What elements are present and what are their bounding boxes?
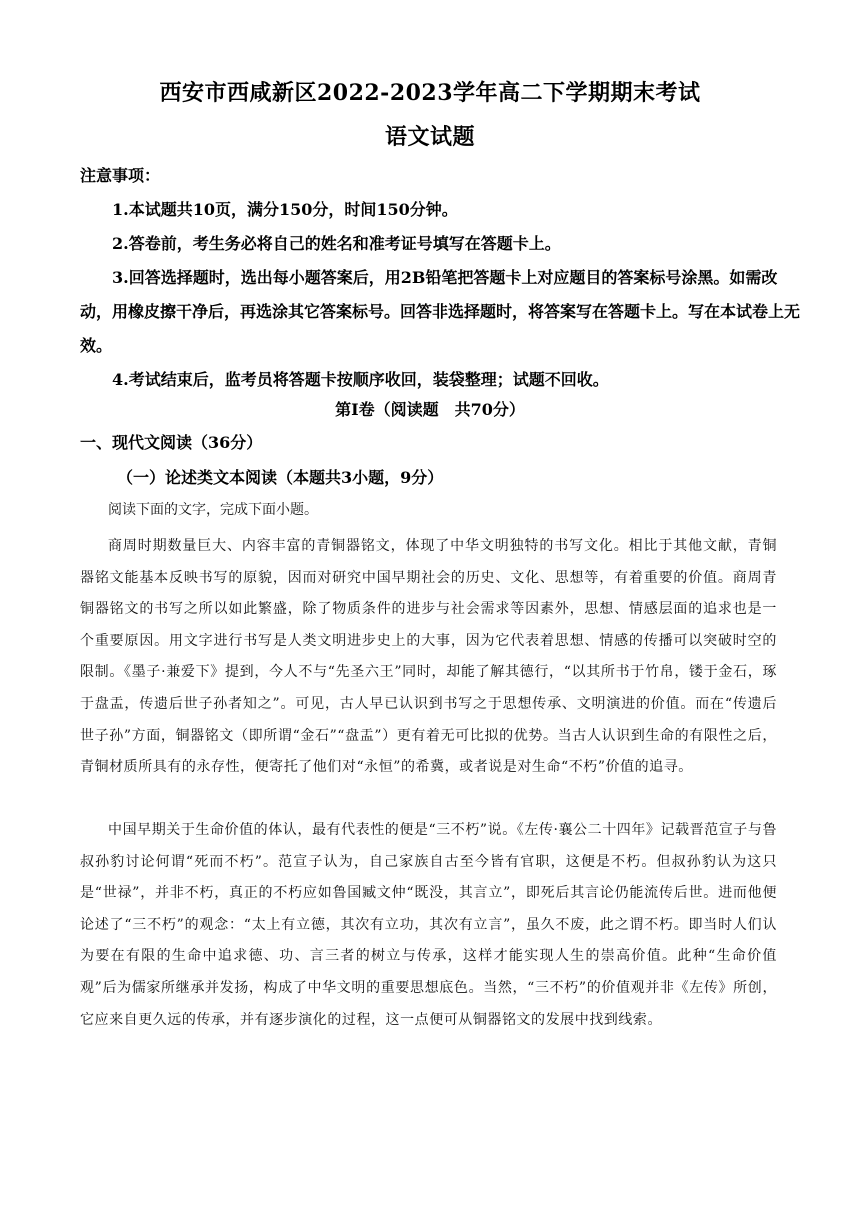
note-item-1: 1.本试题共10页，满分150分，时间150分钟。 <box>112 200 458 219</box>
section-title: 第Ⅰ卷（阅读题 共70分） <box>335 400 525 419</box>
exam-subtitle: 语文试题 <box>384 124 475 150</box>
reading-instruction: 阅读下面的文字，完成下面小题。 <box>108 502 318 518</box>
note-item-4: 4.考试结束后，监考员将答题卡按顺序收回，装袋整理；试题不回收。 <box>112 370 609 389</box>
subpart-heading: （一）论述类文本阅读（本题共3小题，9分） <box>117 468 444 487</box>
note-item-3: 3.回答选择题时，选出每小题答案后，用2B铅笔把答题卡上对应题目的答案标号涂黑。如需改动，用橡皮擦干净后，再选涂其它答案标号。回答非选择题时，将答案写在答题卡上。写在本试卷上无效。 <box>80 268 801 355</box>
exam-title: 西安市西咸新区2022-2023学年高二下学期期末考试 <box>159 80 701 106</box>
part-heading: 一、现代文阅读（36分） <box>80 433 263 452</box>
notes-heading: 注意事项： <box>80 166 161 185</box>
passage-paragraph-1: 商周时期数量巨大、内容丰富的青铜器铭文，体现了中华文明独特的书写文化。相比于其他文献，青铜器铭文能基本反映书写的原貌，因而对研究中国早期社会的历史、文化、思想等，有着重要的价值。商周青铜器铭文的书写之所以如此繁盛，除了物质条件的进步与社会需求等因素外，思想、情感层面的追求也是一个重要原因。用文字进行书写是人类文明进步史上的大事，因为它代表着思想、情感的传播可以突破时空的限制。《墨子·兼爱下》提到，今人不与“先圣六王”同时，却能了解其德行，“以其所书于竹帛，镂于金石，琢于盘盂，传遗后世子孙者知之”。可见，古人早已认识到书写之于思想传承、文明演进的价值。而在“传遗后世子孙”方面，铜器铭文（即所谓“金石”“盘盂”）更有着无可比拟的优势。当古人认识到生命的有限性之后，青铜材质所具有的永存性，便寄托了他们对“永恒”的希冀，或者说是对生命“不朽”价值的追寻。 <box>80 538 777 776</box>
note-item-2: 2.答卷前，考生务必将自己的姓名和准考证号填写在答题卡上。 <box>112 234 561 253</box>
passage-paragraph-2: 中国早期关于生命价值的体认，最有代表性的便是“三不朽”说。《左传·襄公二十四年》记载晋范宣子与鲁叔孙豹讨论何谓“死而不朽”。范宣子认为，自己家族自古至今皆有官职，这便是不朽。但叔孙豹认为这只是“世禄”，并非不朽，真正的不朽应如鲁国臧文仲“既没，其言立”，即死后其言论仍能流传后世。进而他便论述了“三不朽”的观念：“太上有立德，其次有立功，其次有立言”，虽久不废，此之谓不朽。即当时人们认为要在有限的生命中追求德、功、言三者的树立与传承，这样才能实现人生的崇高价值。此种“生命价值观”后为儒家所继承并发扬，构成了中华文明的重要思想底色。当然，“三不朽”的价值观并非《左传》所创，它应来自更久远的传承，并有逐步演化的过程，这一点便可从铜器铭文的发展中找到线索。 <box>80 822 777 1028</box>
